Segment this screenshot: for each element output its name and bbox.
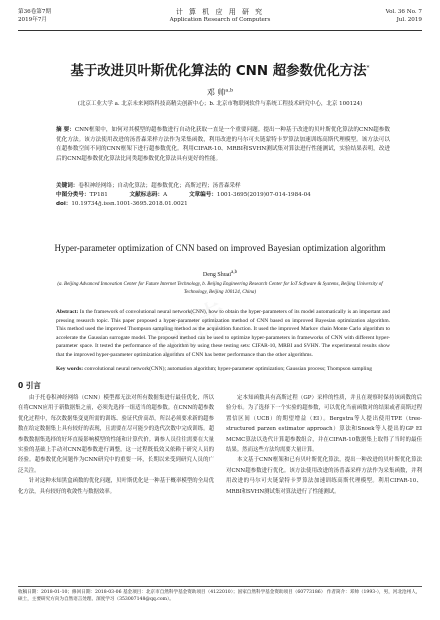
footnote: 收稿日期：2018-01-10；修回日期：2018-03-06 基金项目：北京市自然科学基金资助项目（4122010）；国家自然科学基金资助项目（60773186） 作者简介：邓帅（1993-），男，河北沧州人，硕士，主要研究方向为自然语言处理、深度学习（353007148@qq.com）。 [18, 586, 422, 603]
doi-line [56, 200, 311, 209]
title-cn-text: 基于改进贝叶斯优化算法的 CNN 超参数优化方法 [70, 64, 367, 79]
paragraph: 由于托卷积神经网络（CNN）模型都无法对所有数据集进行最佳优化，所以在将CNN应用于新数据集之前，必须先选择一组适当的超参数。在CNN的超参数优化过程中，每次数据集变更所需的训练、验证代价高昂，所以必须要求新的超参数在给定数据集上具有较好的表现，且需要在尽可能少的迭代次数中完成训练。超参数数据集选择的好坏直接影响模型的性能和计算代价。调参人员往往需要在大量实验的基础上手动对CNN超参数进行调整，这一过程既低效又依赖于研究人员的经验。超参数优化问题作为CNN研究中的重要一环，长期以来受到研究人员的广泛关注。 [18, 395, 214, 474]
paper-title-en: Hyper-parameter optimization of CNN based on improved Bayesian optimization algorithm [54, 243, 386, 253]
articleno-label: 文章编号： [188, 192, 217, 198]
clc-value: TP181 [89, 192, 108, 198]
abstract-en [56, 308, 390, 360]
keywords-en-label: Key words: [56, 366, 84, 372]
classification-line [56, 191, 311, 200]
abstract-cn-label: 摘 要： [56, 127, 75, 133]
author-en [0, 270, 440, 278]
abstract-cn-text: CNN框架中，如何对其模型的超参数进行自动化获取一直是一个重要问题。提出一种基于改进的贝叶斯优化算法的CNN超参数优化方法。该方法使用改进的汤普森采样方法作为采集函数，利用改进的马尔可夫链蒙特卡罗算法加速训练高斯代理模型。该方法可以在超参数空间不同的CNN框架下进行超参数优化。利用CIFAR-10、MRBI和SVHN测试集对算法进行性能测试，实验结果表明，改进后的CNN超参数优化算法比同类超参数优化算法具有更好的性能。 [56, 127, 391, 162]
author-en-sup: a,b [231, 270, 238, 275]
clc-label: 中图分类号： [56, 192, 90, 198]
keywords-cn [56, 182, 311, 191]
header-vol-no: Vol. 36 No. 7 [385, 9, 422, 15]
author-cn-name: 邓 帅 [206, 88, 226, 97]
doi-label: doi： [56, 201, 72, 207]
meta-cn [56, 182, 311, 209]
running-header [18, 6, 422, 31]
body-column-left [18, 393, 214, 497]
paragraph: 针对这种未知黑盒函数的优化问题，贝叶斯优化是一种基于概率模型的全局优化方法，具有较好的收敛性与数据效率。 [18, 478, 214, 495]
paragraph: 本文基于CNN框架和已有贝叶斯优化算法，提出一种改进的贝叶斯优化算法对CNN超参数进行优化。该方法使用改进的汤普森采样方法作为采集函数，并利用改进的马尔可夫链蒙特卡罗算法加速训练高斯代理模型。利用CIFAR-10、MRBI和SVHN测试集对算法进行了性能测试。 [226, 457, 422, 495]
journal-name-cn: 计 算 机 应 用 研 究 [175, 8, 265, 16]
keywords-cn-text: 卷积神经网络；自动化算法；超参数优化；高斯过程；汤普森采样 [78, 183, 241, 189]
doccode-label: 文献标志码： [129, 192, 164, 198]
abstract-cn [56, 126, 390, 164]
abstract-en-label: Abstract: [56, 309, 79, 315]
doi-value: 10.19734/j.issn.1001-3695.2018.01.0021 [71, 201, 188, 207]
paper-title-cn [10, 60, 430, 79]
author-cn-sup: a,b [225, 87, 234, 94]
body-column-right [226, 393, 422, 497]
doccode-value: A [163, 192, 168, 198]
author-en-name: Deng Shuai [202, 272, 232, 278]
header-journal [18, 8, 422, 24]
paragraph: 定本知函数具有高斯过程（GP）采样的性质，并且在观察时保持该函数的后验分布。为了选择下一个实验的超参数，可以优化当前函数对的结果或者高斯过程置信区间（UCB）的期望增益（EI）。Bergstra等人提出使用TPE（tree-structured parzen estimator approach）算法和Snoek等人提出的GP EI MCMC算法以迭代计算超参数组合，并在CIFAR-10数据集上取得了当时的最佳结果。然而这些方法均需要大量计算。 [226, 395, 422, 454]
articleno-value: 1001-3695(2019)07-014-1984-04 [216, 192, 311, 198]
author-cn [0, 87, 440, 98]
header-date-cn: 2019年7月 [18, 17, 47, 23]
affiliation-cn: (北京工业大学 a. 北京未来网络科技高精尖创新中心；b. 北京市物联网软件与系统工程技术研究中心，北京 100124) [77, 101, 363, 107]
header-volume: 第36卷第7期 [18, 9, 52, 15]
keywords-en-text: convolutional neural network(CNN); automation algorithm; hyper-parameter optimization; Gaussian process; Thompson sampling [84, 366, 372, 372]
affiliation-en: (a. Beijing Advanced Innovation Center for Future Internet Technology, b. Beijing Engineering Research Center for IoT Software & Systems, Beijing University of Technology, Beijing 100124, China) [57, 282, 383, 295]
section-heading-intro: 0 引言 [18, 381, 41, 390]
title-footnote-mark: * [366, 64, 370, 72]
keywords-en [56, 365, 390, 373]
journal-name-en: Application Research of Computers [169, 17, 271, 23]
header-date-en: Jul. 2019 [396, 17, 422, 23]
abstract-en-text: In the framework of convolutional neural network(CNN), how to obtain the hyper-parameters of its model automatically is an important and pressing research topic. This paper proposed a hyper-parameter optimization method of CNN based on improved Bayesian optimization algorithm. This method used the improved Thompson sampling method as the acquisition function. It used the improved Markov chain Monte Carlo algorithm to accelerate the Gaussian surrogate model. The proposed method can be used to optimize hyper-parameters in frameworks of CNN with different hyper-parameter space. It tested the performance of the algorithm by using these testing sets: CIFAR-10, MRBI and SVHN. The experimental results show that the improved hyper-parameter optimization algorithm of CNN has better performance than the other algorithms. [56, 309, 391, 358]
header-volume-en [386, 8, 422, 24]
keywords-cn-label: 关键词： [56, 183, 79, 189]
